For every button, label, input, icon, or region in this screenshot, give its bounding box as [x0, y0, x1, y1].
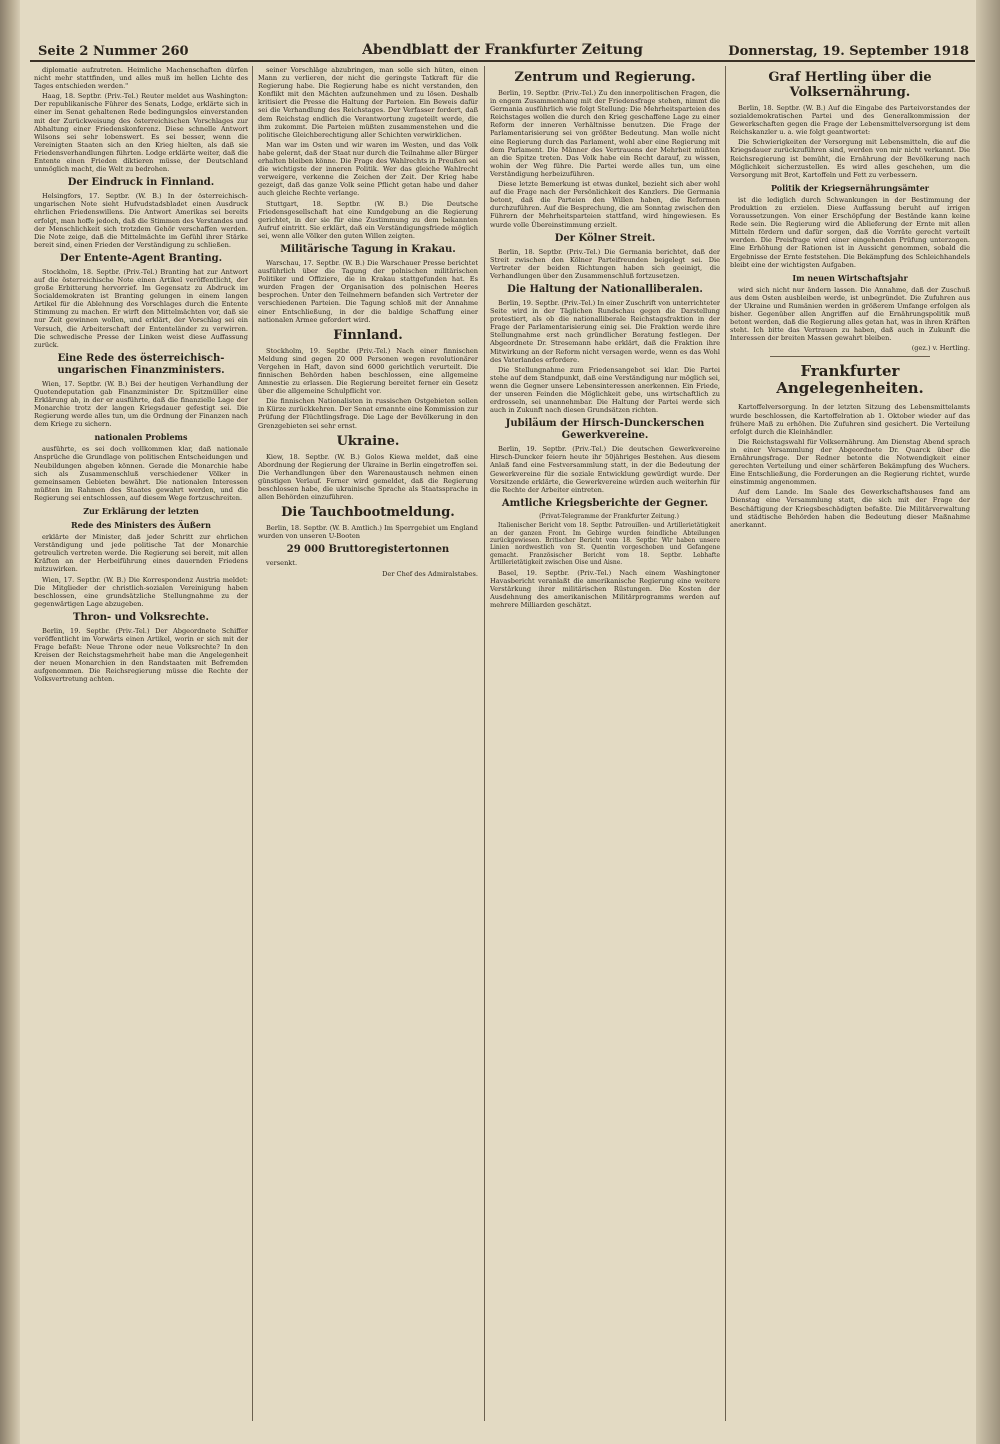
article-signature: (gez.) v. Hertling. [911, 344, 970, 353]
article-heading: Die Tauchbootmeldung. [281, 505, 455, 521]
page-right-edge [976, 0, 1000, 1444]
section-heading: Frankfurter Angelegenheiten. [776, 362, 924, 398]
article-paragraph: Stuttgart, 18. Septbr. (W. B.) Die Deutsche Friedensgesellschaft hat eine Kundgebung an die Regierung gerichtet, in der sie für eine Zustimmung zu dem bekannten Aufruf eintritt. Sie erklärt, daß ein Verständigungsfriede möglich sei, wenn alle Völker den guten Willen zeigten. [258, 199, 478, 240]
article-heading: Die Haltung der Nationalliberalen. [507, 283, 703, 295]
article-paragraph: Berlin, 19. Septbr. (Priv.-Tel.) In einer Zuschrift von unterrichteter Seite wird in der Täglichen Rundschau gegen die Darstellung protestiert, als ob die nationalliberale Reichstagsfraktion in der Frage der Parlamentarisierung einig sei. Die Fraktion werde ihre Stellungnahme erst nach gründlicher Beratung festlegen. Der Abgeordnete Dr. Stresemann habe erklärt, daß die Fraktion ihre Mitwirkung an der Reform nicht versagen werde, wenn es das Wohl des Vaterlandes erfordere. [490, 298, 720, 364]
article-heading: Finnland. [333, 327, 403, 343]
article-paragraph: ist die lediglich durch Schwankungen in der Bestimmung der Produktion zu erzielen. Diese Auffassung beruht auf irrigen Voraussetzungen. Von einer Erschöpfung der Bestände kann keine Rede sein. Die Regierung wird die Ablieferung der Ernte mit allen Mitteln fördern und dafür sorgen, daß die Vorräte gerecht verteilt werden. Die Preisfrage wird einer eingehenden Prüfung unterzogen. Eine Erhöhung der Rationen ist in Aussicht genommen, sobald die Ergebnisse der Ernte feststehen. Die Bekämpfung des Schleichhandels bleibt eine der wichtigsten Aufgaben. [730, 195, 970, 269]
article-heading: Der Entente-Agent Branting. [59, 252, 223, 264]
article-paragraph: Berlin, 18. Septbr. (W. B. Amtlich.) Im Sperrgebiet um England wurden von unseren U-Booten [258, 524, 478, 541]
article-heading: Amtliche Kriegsberichte der Gegner. [501, 497, 709, 509]
column-1 [34, 66, 248, 1426]
article-paragraph: Berlin, 19. Septbr. (Priv.-Tel.) Der Abgeordnete Schiffer veröffentlicht im Vorwärts einen Artikel, worin er sich mit der Frage befaßt: Neue Throne oder neue Volksrechte? In den Kreisen der Reichstagsmehrheit habe man die Angelegenheit der neuen Monarchien in den Randstaaten mit Befremden aufgenommen. Die Reichsregierung müsse die Rechte der Volksvertretung achten. [34, 626, 248, 684]
article-paragraph: Diese letzte Bemerkung ist etwas dunkel, bezieht sich aber wohl auf die Frage nach der Persönlichkeit des Kanzlers. Die Germania betont, daß die Parteien den Willen haben, die Reformen durchzuführen. Auf die Besprechung, die am Sonntag zwischen den Führern der Mehrheitsparteien stattfand, wird hingewiesen. Es wurde volle Übereinstimmung erzielt. [490, 180, 720, 229]
article-paragraph: Man war im Osten und wir waren im Westen, und das Volk habe gelernt, daß der Staat nur durch die Teilnahme aller Bürger erhalten bleiben könne. Die Frage des Wahlrechts in Preußen sei die wichtigste der inneren Politik. Wer das gleiche Wahlrecht verweigere, verkenne die Zeichen der Zeit. Der Krieg habe gezeigt, daß das ganze Volk seine Pflicht getan habe und daher auch gleiche Rechte verlange. [258, 140, 478, 198]
page-binding-edge [0, 0, 20, 1444]
article-paragraph: Berlin, 19. Septbr. (Priv.-Tel.) Zu den innerpolitischen Fragen, die in engem Zusammenhang mit der Friedensfrage stehen, nimmt die Germania ausführlich wie folgt Stellung: Die Mehrheitsparteien des Reichstages wollen die durch den Krieg geschaffene Lage zu einer Reform der inneren Verhältnisse benutzen. Die Frage der Parlamentarisierung sei von größter Bedeutung. Man wolle nicht eine Regierung durch das Parlament, wohl aber eine Regierung mit dem Parlament. Die Männer des Vertrauens der Mehrheit müßten an die Spitze treten. Das Volk habe ein Recht darauf, zu wissen, wohin der Weg führe. Die Partei werde alles tun, um eine Verständigung herbeizuführen. [490, 89, 720, 178]
article-paragraph: Stockholm, 19. Septbr. (Priv.-Tel.) Nach einer finnischen Meldung sind gegen 20 000 Personen wegen revolutionärer Vergehen in Haft, davon sind 6000 gerichtlich verurteilt. Die finnischen Behörden haben beschlossen, eine allgemeine Amnestie zu erlassen. Die Regierung bereitet ferner ein Gesetz über die allgemeine Schulpflicht vor. [258, 346, 478, 396]
page-number: Seite 2 Nummer 260 [38, 44, 189, 59]
article-paragraph: erklärte der Minister, daß jeder Schritt zur ehrlichen Verständigung und jede politische Tat der Monarchie getreulich vertreten werde. Die Regierung sei bereit, mit allen Kräften an der Herbeiführung eines dauernden Friedens mitzuwirken. [34, 533, 248, 574]
article-paragraph: Kiew, 18. Septbr. (W. B.) Golos Kiewa meldet, daß eine Abordnung der Regierung der Ukraine in Berlin eingetroffen sei. Die Verhandlungen über den Warenaustausch nehmen einen günstigen Verlauf. Ferner wird gemeldet, daß die Regierung beschlossen habe, die ukrainische Sprache als Staatssprache in allen Behörden einzuführen. [258, 452, 478, 502]
article-paragraph: Wien, 17. Septbr. (W. B.) Die Korrespondenz Austria meldet: Die Mitglieder der christlich-sozialen Vereinigung haben beschlossen, eine grundsätzliche Stellungnahme zu der gegenwärtigen Lage abzugeben. [34, 575, 248, 608]
article-paragraph: diplomatie aufzutreten. Heimliche Machenschaften dürfen nicht mehr stattfinden, und alles muß im hellen Lichte des Tages entschieden werden." [34, 66, 248, 91]
article-paragraph: Die finnischen Nationalisten in russischen Ostgebieten sollen in Kürze zurückkehren. Der Senat ernannte eine Kommission zur Prüfung der Flüchtlingsfrage. Die Lage der Bevölkerung in den Grenzgebieten sei sehr ernst. [258, 397, 478, 430]
article-paragraph: Die Schwierigkeiten der Versorgung mit Lebensmitteln, die auf die Kriegsdauer zurückzuführen sind, werden von mir nicht verkannt. Die Reichsregierung ist bemüht, die Ernährung der Bevölkerung nach Möglichkeit sicherzustellen. Es wird alles geschehen, um die Versorgung mit Brot, Kartoffeln und Fett zu verbessern. [730, 138, 970, 179]
column-rule [725, 66, 726, 1421]
article-paragraph: Italienischer Bericht vom 18. Septbr. Patrouillen- und Artillerietätigkeit an der ganzen Front. Im Gebirge wurden feindliche Abteilungen zurückgewiesen. Britischer Bericht vom 18. Septbr. Wir haben unsere Linien nordwestlich von St. Quentin vorgeschoben und Gefangene gemacht. Französischer Bericht vom 18. Septbr. Lebhafte Artillerietätigkeit zwischen Oise und Aisne. [490, 522, 720, 567]
article-subheading: Im neuen Wirtschaftsjahr [792, 272, 908, 283]
article-subheading: Rede des Ministers des Äußern [71, 520, 211, 531]
article-paragraph: Berlin, 18. Septbr. (Priv.-Tel.) Die Germania berichtet, daß der Streit zwischen den Kölner Parteifreunden beigelegt sei. Die Vertreter der beiden Richtungen haben sich geeinigt, die Verhandlungen über den Zusammenschluß fortzusetzen. [490, 247, 720, 280]
article-paragraph: Haag, 18. Septbr. (Priv.-Tel.) Reuter meldet aus Washington: Der republikanische Führer des Senats, Lodge, erklärte sich in einer im Senat gehaltenen Rede bedingungslos einverstanden mit der Zurückweisung des österreichischen Vorschlages zur Abhaltung einer Friedenskonferenz. Diese schnelle Antwort Wilsons sei sehr lobenswert. Es sei besser, wenn die Vereinigten Staaten sich an den Krieg hielten, als daß sie Friedensverhandlungen führten. Lodge erklärte weiter, daß die Entente einen Frieden diktieren müsse, der Deutschland unmöglich macht, die Welt zu bedrohen. [34, 92, 248, 174]
article-paragraph: Berlin, 19. Septbr. (Priv.-Tel.) Die deutschen Gewerkvereine Hirsch-Duncker feiern heute ihr 50jähriges Bestehen. Aus diesem Anlaß fand eine Festversammlung statt, in der die Bedeutung der Gewerkvereine für die soziale Entwicklung gewürdigt wurde. Der Vorsitzende erklärte, die Gewerkvereine würden auch weiterhin für die Rechte der Arbeiter eintreten. [490, 445, 720, 494]
article-heading: Jubiläum der Hirsch-Dunckerschen Gewerkvereine. [505, 418, 705, 442]
article-subheading: Politik der Kriegsernährungsämter [770, 182, 930, 193]
article-paragraph: Berlin, 18. Septbr. (W. B.) Auf die Eingabe des Parteivorstandes der sozialdemokratischen Partei und des Generalkommission der Gewerkschaften gegen die Frage der Lebensmittelversorgung ist dem Reichskanzler u. a. wie folgt geantwortet: [730, 104, 970, 137]
column-4 [730, 66, 970, 1426]
article-paragraph: Die Stellungnahme zum Friedensangebot sei klar. Die Partei stehe auf dem Standpunkt, daß eine Verständigung nur möglich sei, wenn die Gegner unsere Lebensinteressen anerkennen. Ein Friede, der unseren Feinden die Möglichkeit gebe, uns wirtschaftlich zu erdrosseln, sei unannehmbar. Die Haltung der Partei werde sich auch in Zukunft nach diesen Grundsätzen richten. [490, 365, 720, 415]
article-paragraph: Auf dem Lande. Im Saale des Gewerkschaftshauses fand am Dienstag eine Versammlung statt, die sich mit der Frage der Beschäftigung der Kriegsbeschädigten befaßte. Die Militärverwaltung und städtische Behörden haben die Bedeutung dieser Maßnahme anerkannt. [730, 488, 970, 529]
issue-date: Donnerstag, 19. September 1918 [728, 44, 969, 59]
section-divider [770, 356, 930, 357]
article-paragraph: seiner Vorschläge abzubringen, man solle sich hüten, einen Mann zu verlieren, der nicht die geringste Tatkraft für die Regierung habe. Die Regierung habe es nicht verstanden, den Konflikt mit den Mächten aufzunehmen und zu lösen. Deshalb kritisiert die Presse die Haltung der Parteien. Ein Beweis dafür sei die Verhandlung des Reichstages. Der Verfasser fordert, daß dem Reichstag endlich die Verantwortung zugeteilt werde, die ihm zukommt. Die Parteien müßten zusammenstehen und die politische Gleichberechtigung aller Schichten verwirklichen. [258, 66, 478, 139]
column-rule [252, 66, 253, 1421]
column-rule [484, 66, 485, 1421]
article-paragraph: Warschau, 17. Septbr. (W. B.) Die Warschauer Presse berichtet ausführlich über die Tagung der polnischen militärischen Politiker und Offiziere, die in Krakau stattgefunden hat. Es wurden Fragen der Organisation des polnischen Heeres besprochen. Unter den Teilnehmern befanden sich Vertreter der verschiedenen Parteien. Die Tagung schloß mit der Annahme einer Entschließung, in der die baldige Schaffung einer nationalen Armee gefordert wird. [258, 258, 478, 324]
article-heading: Ukraine. [336, 433, 400, 449]
article-heading: Militärische Tagung in Krakau. [280, 243, 456, 255]
article-note: (Privat-Telegramme der Frankfurter Zeitung.) [539, 512, 679, 520]
article-subheading: Zur Erklärung der letzten [83, 506, 199, 517]
article-paragraph: Wien, 17. Septbr. (W. B.) Bei der heutigen Verhandlung der Quotendeputation gab Finanzminister Dr. Spitzmüller eine Erklärung ab, in der er ausführte, daß die finanzielle Lage der Monarchie trotz der langen Kriegsdauer gefestigt sei. Die Regierung werde alles tun, um die Ordnung der Finanzen nach dem Kriege zu sichern. [34, 379, 248, 429]
article-heading: Graf Hertling über die Volksernährung. [768, 70, 932, 100]
article-paragraph: Helsingfors, 17. Septbr. (W. B.) In der österreichisch-ungarischen Note sieht Hufvudstadsbladet einen Ausdruck ehrlichen Friedenswillens. Die Antwort Amerikas sei bereits erfolgt, man hoffe jedoch, daß die Stimmen des Verstandes und der Menschlichkeit sich trotzdem Gehör verschaffen werden. Die Note zeige, daß die Mittelmächte im Gefühl ihrer Stärke bereit sind, einen Frieden der Verständigung zu schließen. [34, 192, 248, 249]
article-paragraph: ausführte, es sei doch vollkommen klar, daß nationale Ansprüche die Grundlage von politischen Entscheidungen und Neubildungen abgeben können. Gerade die Monarchie habe sich als Zusammenschluß verschiedener Völker in gemeinsamen Gebieten bewährt. Die nationalen Interessen müßten im Rahmen des Staates gewahrt werden, und die Regierung sei entschlossen, auf diesem Wege fortzuschreiten. [34, 445, 248, 502]
article-signature: Der Chef des Admiralstabes. [382, 569, 478, 578]
page-header [30, 38, 975, 62]
article-heading: Der Eindruck in Finnland. [67, 177, 215, 189]
article-subheading: nationalen Problems [94, 432, 188, 443]
article-heading: Eine Rede des österreichisch-ungarischen Finanzministers. [57, 352, 225, 376]
article-heading: Zentrum und Regierung. [514, 70, 696, 85]
newspaper-masthead: Abendblatt der Frankfurter Zeitung [362, 42, 643, 58]
tonnage-figure: 29 000 Bruttoregistertonnen [286, 544, 450, 556]
article-paragraph: Basel, 19. Septbr. (Priv.-Tel.) Nach einem Washingtoner Havasbericht veranlaßt die amerikanische Regierung eine weitere Verstärkung ihrer militärischen Rüstungen. Die Kosten der Ausdehnung des amerikanischen Militärprogramms werden auf mehrere Milliarden geschätzt. [490, 568, 720, 610]
article-paragraph: wird sich nicht nur ändern lassen. Die Annahme, daß der Zuschuß aus dem Osten ausbleiben werde, ist unbegründet. Die Zufuhren aus der Ukraine und Rumänien werden in größerem Umfange erfolgen als bisher. Gegenüber allen Angriffen auf die Ernährungspolitik muß betont werden, daß die Regierung alles getan hat, was in ihren Kräften steht. Ich bitte das Vertrauen zu haben, daß auch in Zukunft die Interessen der breiten Massen gewahrt bleiben. [730, 285, 970, 343]
column-2 [258, 66, 478, 1426]
article-paragraph: Die Reichstagswahl für Volksernährung. Am Dienstag Abend sprach in einer Versammlung der Abgeordnete Dr. Quarck über die Ernährungsfrage. Der Redner betonte die Notwendigkeit einer gerechten Verteilung und einer schärferen Bekämpfung des Wuchers. Eine Entschließung, die Forderungen an die Regierung richtet, wurde einstimmig angenommen. [730, 437, 970, 487]
article-paragraph: Stockholm, 18. Septbr. (Priv.-Tel.) Branting hat zur Antwort auf die österreichische Note einen Artikel veröffentlicht, der große Erbitterung hervorrief. Im Gegensatz zu Abdruck im Socialdemokraten ist Branting gelungen in einem langen Artikel für die Ablehnung des Vorschlages durch die Entente Stimmung zu machen. Er wirft den Mittelmächten vor, daß sie nur Zeit gewinnen wollen, und erklärt, der Vorschlag sei ein Versuch, die Arbeiterschaft der Ententeländer zu verwirren. Die schwedische Presse der Linken weist diese Auffassung zurück. [34, 267, 248, 349]
column-3 [490, 66, 720, 1426]
article-paragraph: versenkt. [266, 559, 298, 568]
article-heading: Thron- und Volksrechte. [73, 611, 209, 623]
article-heading: Der Kölner Streit. [554, 232, 656, 244]
article-paragraph: Kartoffelversorgung. In der letzten Sitzung des Lebensmittelamts wurde beschlossen, die Kartoffelration ab 1. Oktober wieder auf das frühere Maß zu erhöhen. Die Zufuhren sind gesichert. Die Verteilung erfolgt durch die Kleinhändler. [730, 403, 970, 436]
